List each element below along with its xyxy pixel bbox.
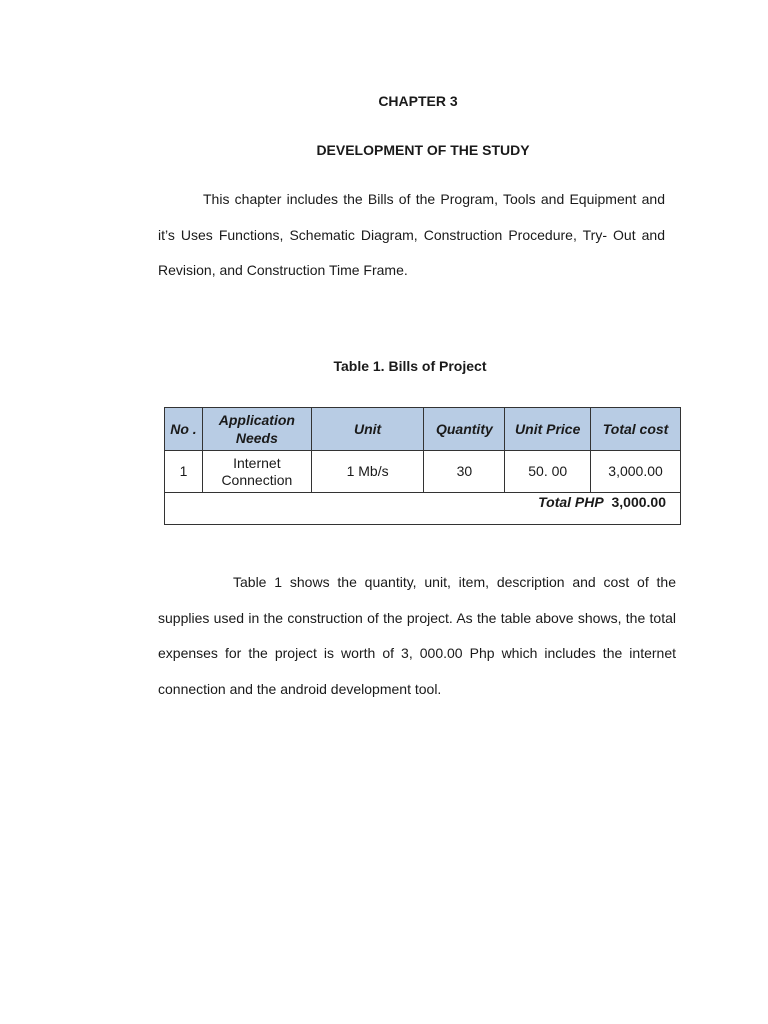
header-quantity: Quantity: [424, 408, 505, 451]
header-total-cost: Total cost: [591, 408, 681, 451]
description-text: Table 1 shows the quantity, unit, item, description and cost of the supplies used in the construction of the project. As the table above shows, the total expenses for the project is worth of 3, 000.00 Php which includes the internet connection and the android development tool.: [158, 574, 676, 697]
cell-total-cost: 3,000.00: [591, 451, 681, 493]
total-label: Total PHP: [538, 494, 604, 510]
bills-table: [164, 407, 681, 525]
cell-unit: 1 Mb/s: [311, 451, 424, 493]
cell-no: 1: [165, 451, 203, 493]
intro-text: This chapter includes the Bills of the Program, Tools and Equipment and it’s Uses Functions, Schematic Diagram, Construction Procedure, Try- Out and Revision, and Construction Time Frame.: [158, 191, 665, 278]
intro-paragraph: [158, 182, 665, 289]
total-value: 3,000.00: [611, 494, 666, 510]
header-unit: Unit: [311, 408, 424, 451]
chapter-label: CHAPTER 3: [378, 93, 458, 109]
cell-quantity: 30: [424, 451, 505, 493]
header-unit-price: Unit Price: [505, 408, 591, 451]
cell-unit-price: 50. 00: [505, 451, 591, 493]
table-header-row: [165, 408, 681, 451]
header-no: No .: [165, 408, 203, 451]
description-paragraph: [158, 565, 676, 707]
chapter-title: DEVELOPMENT OF THE STUDY: [316, 142, 530, 158]
header-application-needs: Application Needs: [202, 408, 311, 451]
cell-application-needs: Internet Connection: [202, 451, 311, 493]
table-row: [165, 451, 681, 493]
table-caption: Table 1. Bills of Project: [333, 358, 487, 374]
total-cell: [165, 493, 681, 525]
table-total-row: [165, 493, 681, 525]
